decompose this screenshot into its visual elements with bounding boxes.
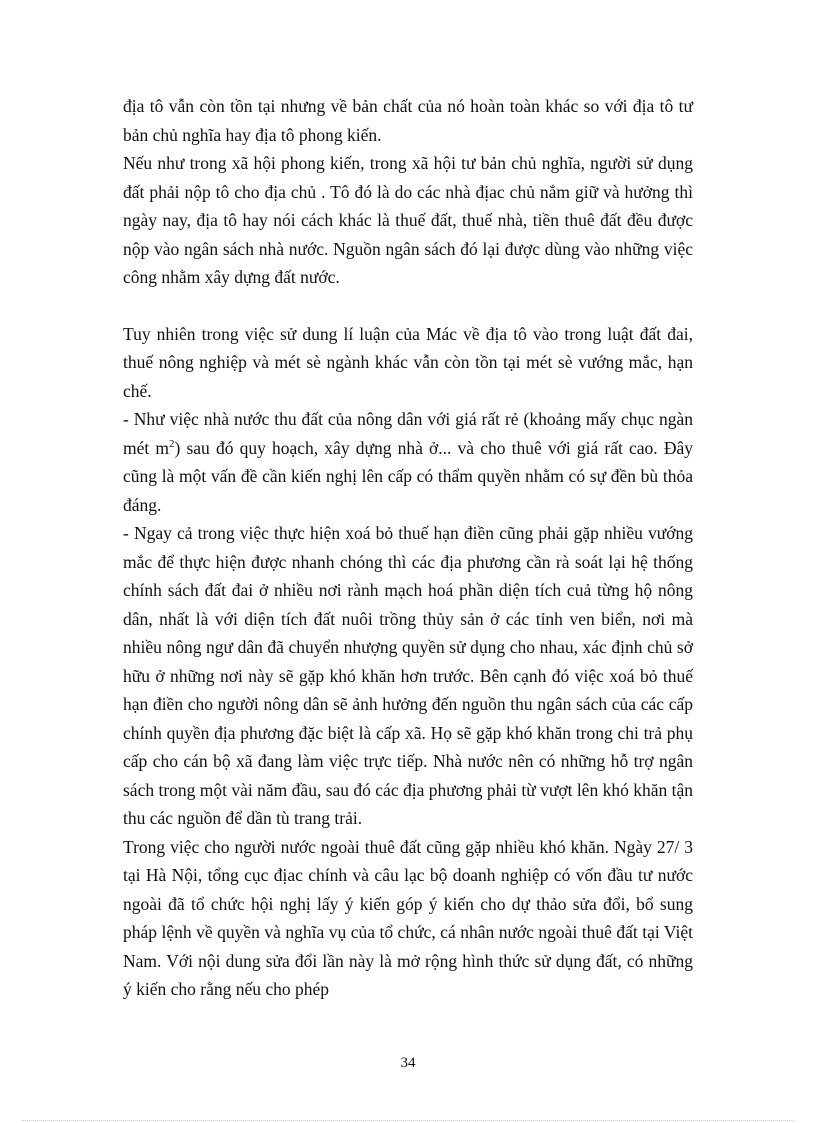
paragraph-gap	[123, 292, 693, 320]
page-number: 34	[400, 1055, 416, 1071]
paragraph-6: Trong việc cho người nước ngoài thuê đất cũng gặp nhiều khó khăn. Ngày 27/ 3 tại Hà Nội, tổng cục địac chính và câu lạc bộ doanh nghiệp có vốn đầu tư nước ngoài đã tổ chức hội nghị lấy ý kiến góp ý kiến cho dự thảo sửa đổi, bổ sung pháp lệnh về quyền và nghĩa vụ của tổ chức, cá nhân nước ngoài thuê đất tại Việt Nam. Với nội dung sửa đổi lần này là mở rộng hình thức sử dụng đất, có những ý kiến cho rằng nếu cho phép	[123, 836, 693, 999]
paragraph-1: địa tô vẫn còn tồn tại nhưng về bản chất của nó hoàn toàn khác so với địa tô tư bản chủ nghĩa hay địa tô phong kiến.	[123, 96, 693, 145]
body-text	[123, 92, 693, 1004]
superscript-2: 2	[169, 437, 175, 450]
paragraph-5: - Ngay cả trong việc thực hiện xoá bỏ thuế hạn điền cũng phải gặp nhiều vướng mắc để thực hiện được nhanh chóng thì các địa phương cần rà soát lại hệ thống chính sách đất đai ở nhiều nơi rành mạch hoá phần diện tích cuả từng hộ nông dân, nhất là với diện tích đất nuôi trồng thủy sản ở các tỉnh ven biển, nơi mà nhiều nông ngư dân đã chuyển nhượng quyền sử dụng cho nhau, xác định chủ sở hữu ở những nơi này sẽ gặp khó khăn hơn trước. Bên cạnh đó việc xoá bỏ thuế hạn điền cho người nông dân sẽ ảnh hưởng đến nguồn thu ngân sách của các cấp chính quyền địa phương đặc biệt là cấp xã. Họ sẽ gặp khó khăn trong chi trả phụ cấp cho cán bộ xã đang làm việc trực tiếp. Nhà nước nên có những hỗ trợ ngân sách trong một vài năm đầu, sau đó các địa phương phải từ vượt lên khó khăn tận thu các nguồn để dần tù trang trải.	[123, 523, 693, 828]
paragraph-4-part-2: ) sau đó quy hoạch, xây dựng nhà ở... và cho thuê với giá rất cao. Đây cũng là một vấn đề cần kiến nghị lên cấp có thẩm quyền nhằm có sự đền bù thỏa đáng.	[123, 437, 693, 515]
paragraph-4	[123, 405, 693, 519]
bottom-dotted-divider	[22, 1120, 794, 1121]
paragraph-2: Nếu như trong xã hội phong kiến, trong xã hội tư bản chủ nghĩa, người sử dụng đất phải nộp tô cho địa chủ . Tô đó là do các nhà địac chủ nắm giữ và hưởng thì ngày nay, địa tô hay nói cách khác là thuế đất, thuế nhà, tiền thuê đất đều được nộp vào ngân sách nhà nước. Nguồn ngân sách đó lại được dùng vào những việc công nhằm xây dựng đất nước.	[123, 153, 693, 287]
paragraph-3: Tuy nhiên trong việc sử dung lí luận của Mác về địa tô vào trong luật đất đai, thuế nông nghiệp và mét sè ngành khác vẫn còn tồn tại mét sè vướng mắc, hạn chế.	[123, 323, 693, 401]
paragraph-4-part-1: - Như việc nhà nước thu đất của nông dân với giá rất rẻ (khoảng mấy chục ngàn mét m	[123, 409, 693, 458]
